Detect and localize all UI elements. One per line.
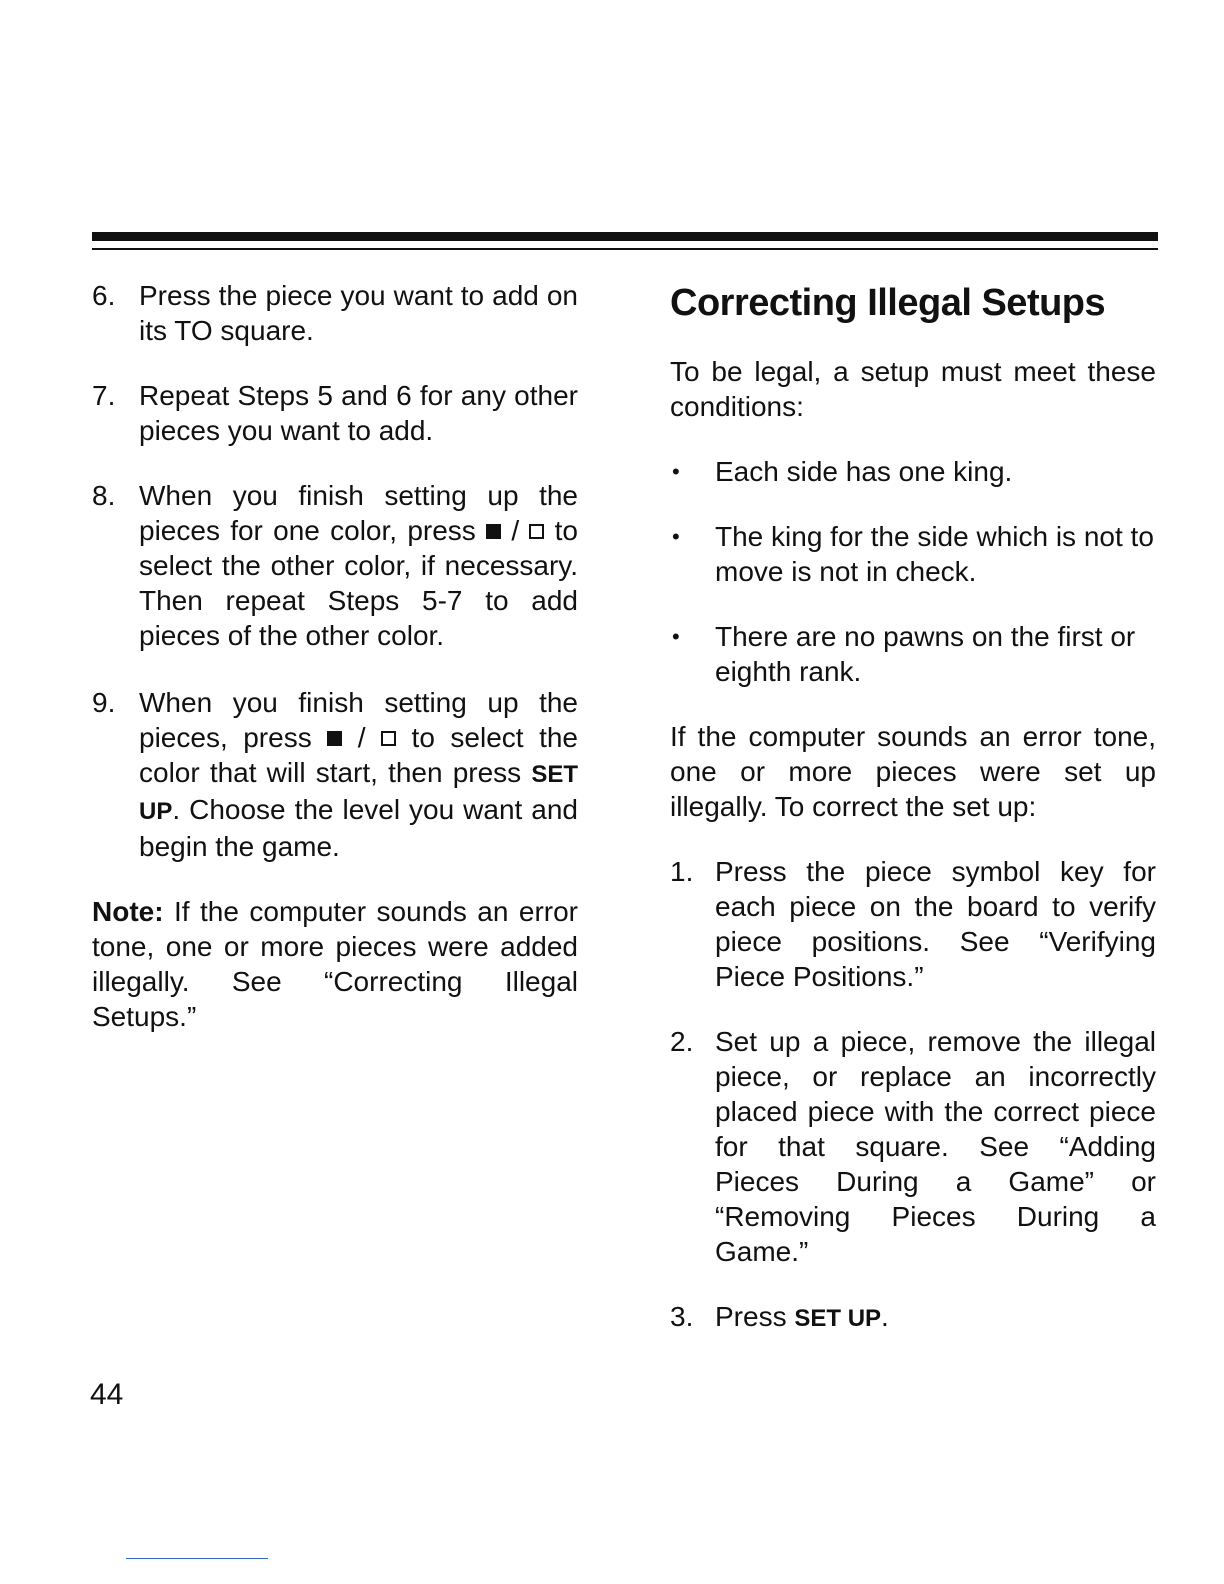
step-text-end: . Choose the level you want and begin the game.	[139, 794, 578, 862]
step-text-continued: to select the other color, if necessary. Then repeat Steps 5-7 to add pieces of the other color.	[139, 515, 578, 651]
step-text: Press the piece symbol key for each piece on the board to verify piece positions. See “Verifying Piece Positions.”	[715, 856, 1156, 992]
note-text: If the computer sounds an error tone, one or more pieces were added illegally. See “Correcting Illegal Setups.”	[92, 896, 578, 1032]
slash-text: /	[357, 722, 366, 753]
correction-step-1	[670, 854, 1156, 994]
step-number: 3.	[670, 1301, 694, 1332]
step-text-end: .	[881, 1301, 889, 1332]
bullet-icon: •	[672, 524, 680, 549]
footer-line	[126, 1558, 268, 1559]
header-rule-thin	[92, 248, 1158, 250]
step-number: 8.	[92, 480, 116, 511]
step-text: When you finish setting up the pieces, press	[139, 687, 578, 753]
step-text: Press	[715, 1301, 787, 1332]
left-column	[92, 278, 578, 1034]
step-6	[92, 278, 578, 348]
step-9	[92, 685, 578, 864]
step-number: 9.	[92, 687, 116, 718]
set-up-key-label: SET UP	[794, 1305, 882, 1332]
bullet-icon: •	[672, 459, 680, 484]
slash-text: /	[511, 515, 520, 546]
right-column	[670, 280, 1156, 1336]
bullet-text: The king for the side which is not to move is not in check.	[715, 521, 1154, 587]
step-text-continued: to select the color that will start, then press	[139, 722, 578, 788]
white-square-icon	[381, 731, 396, 746]
step-number: 7.	[92, 380, 116, 411]
step-text: When you finish setting up the pieces for one color, press	[139, 480, 578, 546]
step-8	[92, 478, 578, 653]
step-number: 6.	[92, 280, 116, 311]
note-label: Note:	[92, 896, 164, 927]
bullet-item	[670, 519, 1156, 589]
black-square-icon	[486, 524, 501, 539]
step-text: Set up a piece, remove the illegal piece, or replace an incorrectly placed piece with the correct piece for that square. See “Adding Pieces During a Game” or “Removing Pieces During a Game.”	[715, 1026, 1156, 1267]
error-paragraph: If the computer sounds an error tone, one or more pieces were set up illegally. To correct the set up:	[670, 721, 1156, 822]
intro-paragraph: To be legal, a setup must meet these conditions:	[670, 356, 1156, 422]
step-text: Press the piece you want to add on its TO square.	[139, 280, 578, 346]
white-square-icon	[529, 524, 544, 539]
bullet-text: Each side has one king.	[715, 456, 1013, 487]
set-up-key-label: SET UP	[139, 761, 578, 825]
bullet-icon: •	[672, 624, 680, 649]
step-text: Repeat Steps 5 and 6 for any other pieces you want to add.	[139, 380, 578, 446]
correction-step-2	[670, 1024, 1156, 1269]
bullet-item	[670, 619, 1156, 689]
black-square-icon	[327, 731, 342, 746]
bullet-item	[670, 454, 1156, 489]
step-number: 2.	[670, 1026, 694, 1057]
bullet-text: There are no pawns on the first or eighth rank.	[715, 621, 1136, 687]
step-number: 1.	[670, 856, 694, 887]
correction-step-3	[670, 1299, 1156, 1336]
section-heading: Correcting Illegal Setups	[670, 282, 1106, 324]
header-rule-thick	[92, 232, 1158, 241]
step-7	[92, 378, 578, 448]
note-paragraph	[92, 894, 578, 1034]
page-number: 44	[90, 1378, 124, 1411]
